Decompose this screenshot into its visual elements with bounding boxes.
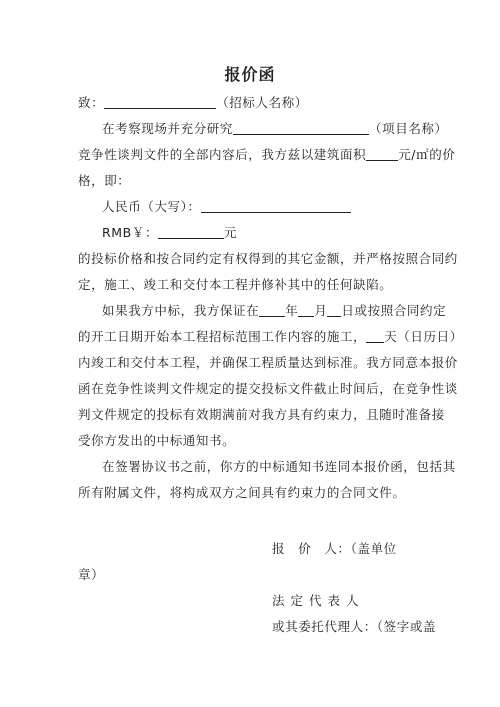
- rmb-number-line: [78, 224, 428, 242]
- bidder-seal-cont: 章）: [78, 567, 105, 582]
- p3-line4: 函在竞争性谈判文件规定的提交投标文件截止时间后，在竞争性谈: [78, 381, 458, 396]
- p1-line1: [78, 120, 448, 138]
- rmb-upper-line: [78, 198, 428, 216]
- p3-line2: [78, 328, 463, 346]
- p3-line3: 内竣工和交付本工程，并确保工程质量达到标准。我方同意本报价: [78, 355, 458, 370]
- p3-line5: 判文件规定的投标有效期满前对我方具有约束力，且随时准备接: [78, 407, 445, 422]
- p1-line3: 格，即：: [78, 173, 131, 188]
- rmb-symbol-label: RMB￥：: [102, 225, 159, 240]
- p1-project: （项目名称）: [369, 121, 448, 136]
- p2-line2: 定，施工、竣工和交付本工程并修补其中的任何缺陷。: [78, 277, 393, 292]
- project-name-field[interactable]: [233, 122, 369, 135]
- authorized-agent: 或其委托代理人：（签字或盖: [272, 619, 437, 634]
- p3-line6: 受你方发出的中标通知书。: [78, 433, 236, 448]
- month-field[interactable]: [298, 304, 314, 317]
- bidder-signature-line: [272, 540, 432, 558]
- p3-line1: [78, 302, 447, 320]
- duration-days-field[interactable]: [366, 330, 384, 343]
- legal-representative: 法定代表人: [272, 593, 365, 608]
- to-prefix: 致：: [78, 95, 105, 110]
- p3-year: 年: [285, 303, 299, 318]
- bidder-label: 报 价 人: [272, 541, 338, 556]
- p3-b: 日或按照合同约定: [341, 303, 447, 318]
- year-field[interactable]: [259, 304, 285, 317]
- p1-line2-b: 元/㎡的价: [398, 147, 456, 162]
- p3-line2-a: 的开工日期开始本工程招标范围工作内容的施工，: [78, 329, 367, 344]
- p3-line2-b: 天（日历日）: [384, 329, 463, 344]
- rmb-unit: 元: [224, 225, 238, 240]
- p3-a: 如果我方中标，我方保证在: [102, 303, 260, 318]
- document-title: 报价函: [224, 65, 276, 84]
- p4-line1: 在签署协议书之前，你方的中标通知书连同本报价函，包括其: [102, 459, 456, 474]
- p2-line1: 的投标价格和按合同约定有权得到的其它金额，并严格按照合同约: [78, 251, 458, 266]
- day-field[interactable]: [327, 304, 341, 317]
- p4-line2: 所有附属文件，将构成双方之间具有约束力的合同文件。: [78, 485, 406, 500]
- p1-start: 在考察现场并充分研究: [102, 121, 234, 136]
- to-suffix: （招标人名称）: [216, 95, 308, 110]
- amount-upper-field[interactable]: [201, 200, 351, 213]
- p1-line2-a: 竞争性谈判文件的全部内容后，我方兹以建筑面积: [78, 147, 367, 162]
- amount-number-field[interactable]: [158, 226, 224, 239]
- addressee-line: [78, 94, 428, 112]
- p3-month: 月: [314, 303, 328, 318]
- p1-line2: [78, 146, 456, 164]
- rmb-upper-label: 人民币（大写）：: [102, 199, 201, 214]
- tenderer-name-field[interactable]: [104, 96, 216, 109]
- bidder-note: ：（盖单位: [337, 541, 397, 556]
- unit-price-field[interactable]: [366, 148, 398, 161]
